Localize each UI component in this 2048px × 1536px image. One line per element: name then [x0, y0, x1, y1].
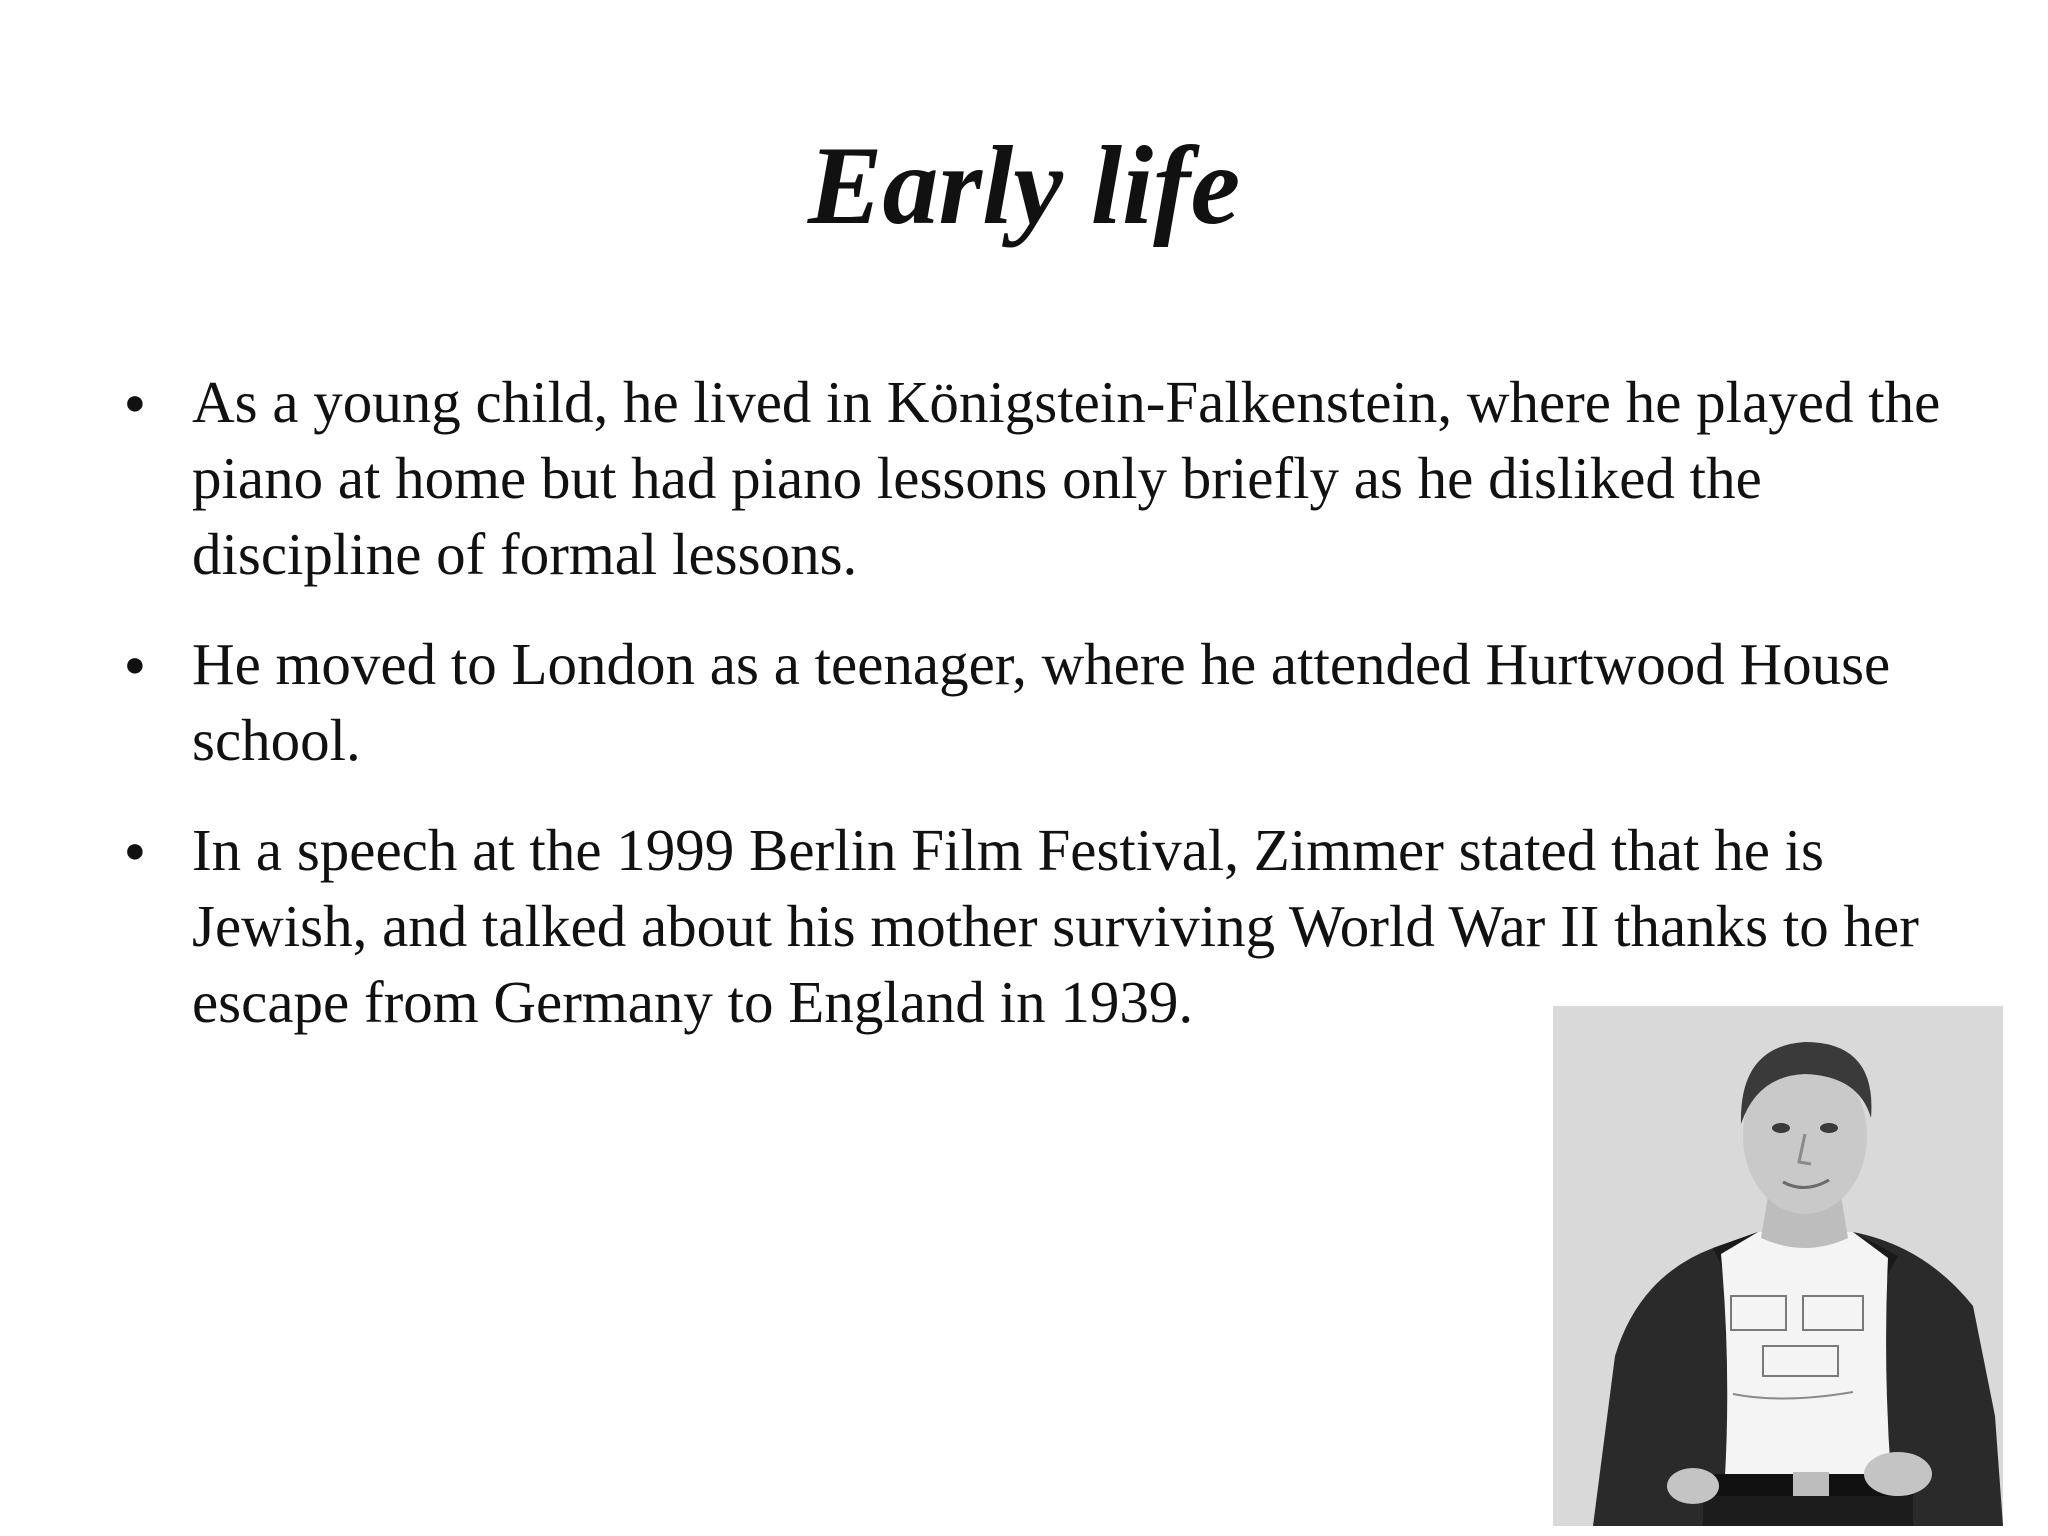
bullet-list: [120, 364, 1970, 1074]
bullet-item: [120, 364, 1970, 592]
bullet-icon: ●: [124, 644, 146, 684]
bullet-text: As a young child, he lived in Königstein-Falkenstein, where he played the piano at home but had piano lessons only briefly as he disliked the discipline of formal lessons.: [192, 369, 1941, 587]
portrait-photo: [1553, 1006, 2003, 1526]
bullet-text: In a speech at the 1999 Berlin Film Festival, Zimmer stated that he is Jewish, and talked about his mother surviving World War II thanks to her escape from Germany to England in 1939.: [192, 817, 1919, 1035]
bullet-icon: ●: [124, 830, 146, 870]
slide-title: Early life: [807, 124, 1241, 248]
portrait-illustration: [1553, 1006, 2003, 1526]
bullet-item: [120, 626, 1970, 778]
bullet-text: He moved to London as a teenager, where he attended Hurtwood House school.: [192, 631, 1891, 773]
bullet-icon: ●: [124, 382, 146, 422]
